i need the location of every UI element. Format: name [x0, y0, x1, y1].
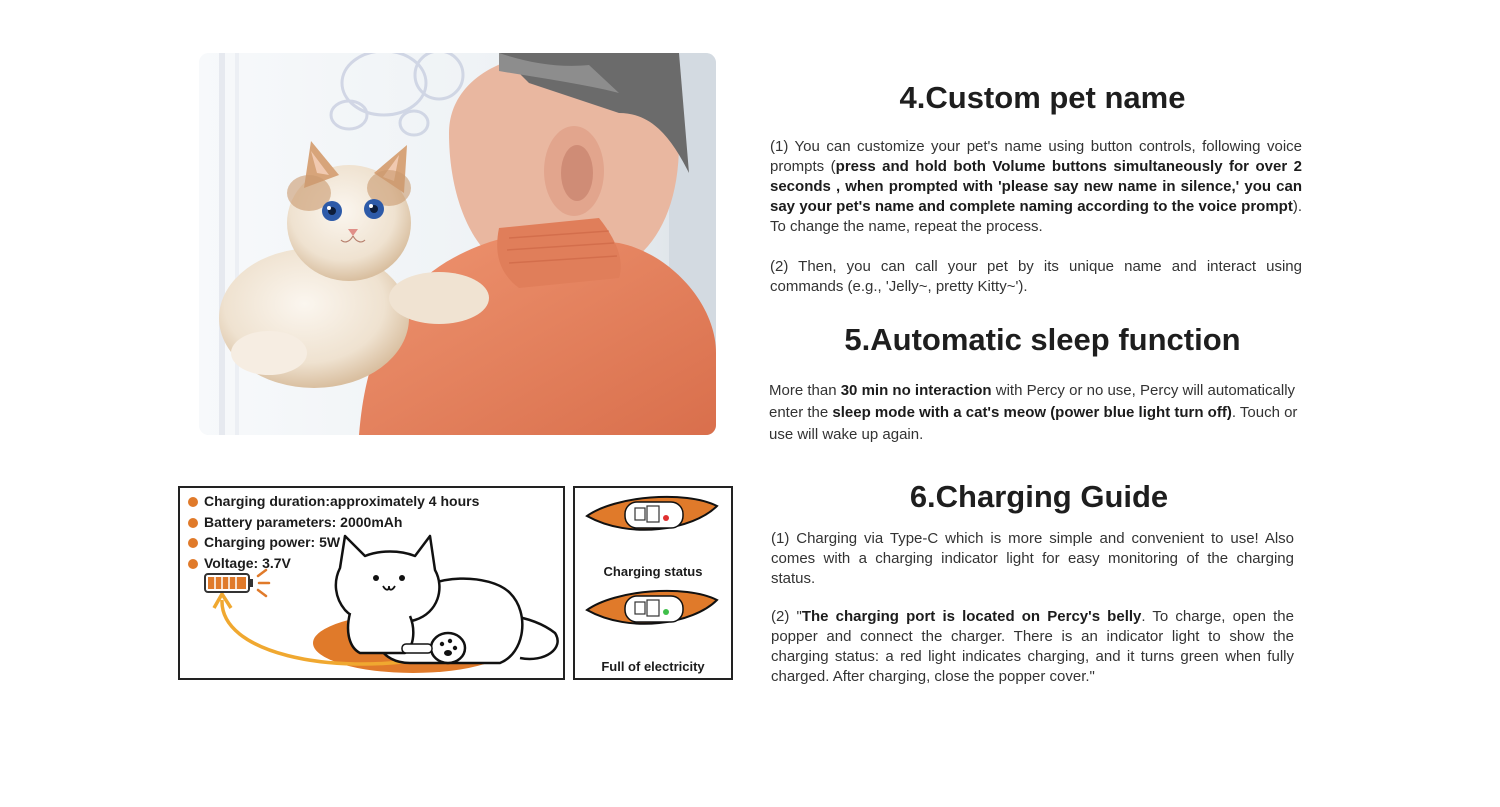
battery-icon	[205, 570, 269, 596]
full-status-label: Full of electricity	[601, 659, 705, 674]
spec-item-power: Charging power: 5W	[188, 532, 479, 553]
product-photo	[199, 53, 716, 435]
section6-paragraph-2	[771, 607, 1294, 687]
text-run: . Touch or use will wake up again.	[769, 404, 1298, 443]
section5-paragraph-1	[769, 380, 1305, 446]
bold-text-run: press and hold both Volume buttons simultaneously for over 2 seconds , when prompted with 'please say new name in silence,' you can say your pet's name and complete naming according to the voice prompt	[770, 158, 1302, 215]
text-run: (2) "	[771, 608, 802, 625]
bullet-dot-icon	[188, 497, 198, 507]
text-run: with Percy or no use, Percy will automatically enter the	[769, 382, 1296, 421]
bullet-dot-icon	[188, 538, 198, 548]
red-indicator-light	[663, 515, 669, 521]
bold-text-run: sleep mode with a cat's meow (power blue light turn off)	[832, 404, 1232, 421]
text-run: (2) Then, you can call your pet by its unique name and interact using commands (e.g., 'Jelly~, pretty Kitty~').	[770, 258, 1302, 295]
charging-status-panel	[573, 486, 733, 680]
spec-item-voltage: Voltage: 3.7V	[188, 553, 479, 574]
bold-text-run: The charging port is located on Percy's belly	[801, 608, 1142, 625]
section6-title: 6.Charging Guide	[909, 479, 1169, 514]
charging-status-label: Charging status	[603, 564, 703, 579]
section6-paragraph-1	[771, 529, 1294, 589]
bullet-dot-icon	[188, 559, 198, 569]
section5-title: 5.Automatic sleep function	[844, 322, 1241, 357]
text-run: (1) Charging via Type-C which is more simple and convenient to use! Also comes with a charging indicator light for easy monitoring of the charging status.	[771, 530, 1294, 587]
text-run: . To charge, open the popper and connect the charger. There is an indicator light to show the charging status: a red light indicates charging, and it turns green when fully charged. After charging, close the popper cover."	[771, 608, 1294, 685]
text-run: ). To change the name, repeat the process.	[770, 198, 1302, 235]
section4-title: 4.Custom pet name	[899, 80, 1186, 115]
spec-item-duration: Charging duration:approximately 4 hours	[188, 491, 479, 512]
charging-port-red-icon	[587, 497, 717, 530]
spec-item-battery: Battery parameters: 2000mAh	[188, 512, 479, 533]
section4-paragraph-2	[770, 257, 1302, 297]
text-run: More than	[769, 382, 841, 399]
charging-port-green-icon	[587, 591, 717, 624]
charging-indicator-illustration	[575, 488, 731, 678]
bullet-dot-icon	[188, 518, 198, 528]
green-indicator-light	[663, 609, 669, 615]
bold-text-run: 30 min no interaction	[840, 382, 992, 399]
charging-specs-list	[188, 491, 479, 573]
charging-specs-panel	[178, 486, 565, 680]
text-run: (1) You can customize your pet's name using button controls, following voice prompts (	[770, 138, 1302, 175]
man-holding-robotic-cat-image	[199, 53, 716, 435]
section4-paragraph-1	[770, 137, 1302, 237]
